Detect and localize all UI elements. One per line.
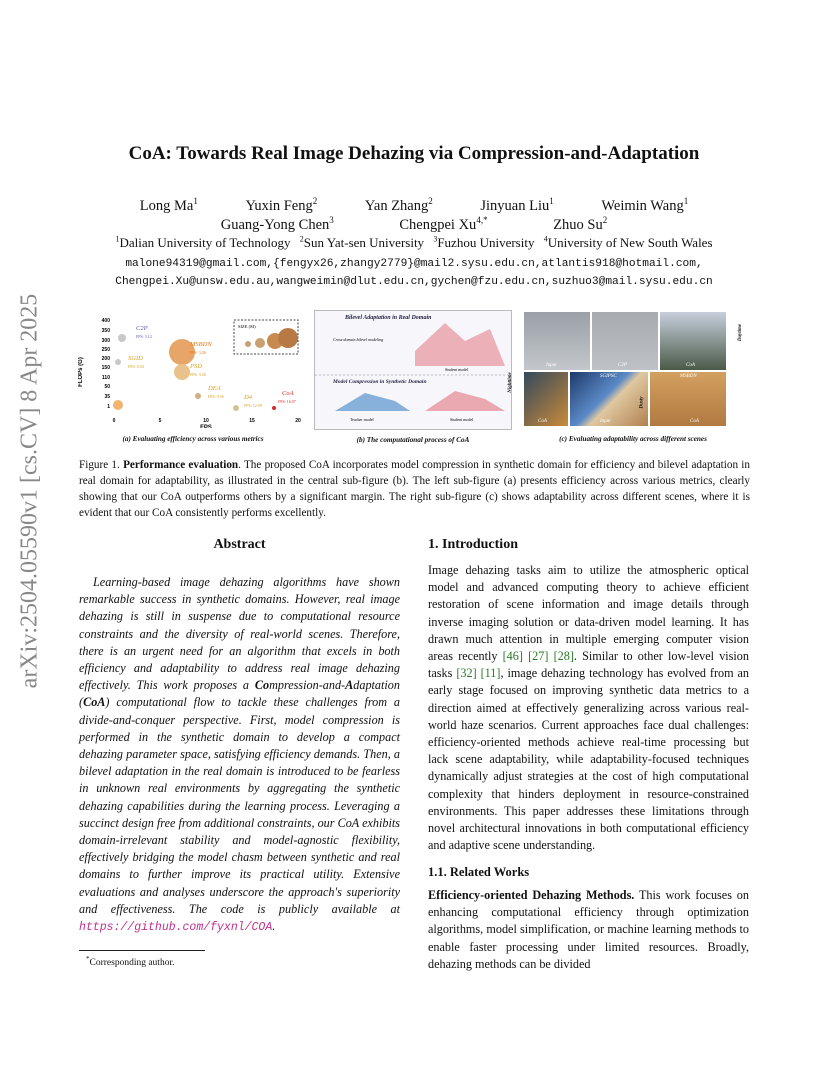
row-label-daytime: Daytime [738,323,744,342]
affiliation: $^3$Fuzhou University [433,235,535,251]
surface-top [415,323,505,366]
efficiency-bubble-chart [78,310,308,443]
y-tick: 200 [101,356,110,362]
label-coa: CoA [282,390,294,397]
sub-dea: FPS: 9.56 [208,394,224,399]
x-tick: 10 [203,418,209,424]
bubble-psd [174,364,190,380]
citation[interactable]: [32] [456,666,477,681]
y-tick: 35 [104,394,110,400]
affiliation: $^2$Sun Yat-sen University [299,235,425,251]
y-tick: 250 [101,347,110,353]
citation[interactable]: [11] [480,666,501,681]
author: Yuxin Feng$^2$ [245,196,318,214]
paper-title: CoA: Towards Real Image Dehazing via Compression-and-Adaptation [128,143,700,164]
footnote: *Corresponding author. [86,955,175,969]
subfigure-b-caption: (b) The computational process of CoA [356,436,470,444]
author: Zhuo Su$^2$ [553,215,608,233]
surface-bottom-right [425,391,505,411]
citation[interactable]: [46] [502,649,523,664]
intro-heading: 1. Introduction [428,537,518,552]
label-d4: D4 [244,394,252,401]
process-svg [315,311,511,429]
scene-day-coa: CoA [660,312,726,370]
author: Jinyuan Liu$^1$ [480,196,554,214]
label-sgid: SGID [128,355,143,362]
scene-day-c2p: C2P [592,312,658,370]
bubble-sgid [115,359,121,365]
abstract-body: Learning-based image dehazing algorithms have shown remarkable success in synthetic domains. However, real image dehazing is still in suspense due to computational resource constraints and the diversity of real-world scenes. Therefore, there is an urgent need for an algorithm that excels in both efficiency and adaptability to address real image dehazing effectively. This work proposes a Compression-and-Adaptation (CoA) computational flow to tackle these challenges from a divide-and-conquer perspective. First, model compression is performed in the synthetic domain to develop a compact dehazing parameter space, satisfying efficiency demands. Then, a bilevel adaptation in the real domain is introduced to be fearless in unknown real environments by aggregating the synthetic dehazing capabilities during the learning process. Leveraging a succinct design free from additional constraints, our CoA exhibits domain-irrelevant stability and model-agnostic flexibility, effectively bridging the model chasm between synthetic and real domains to further improve its practical utility. Extensive evaluations and analyses underscore the approach's superiority and effectiveness. The code is publicly available at https://github.com/fyxnl/COA. [79,575,400,935]
citation[interactable]: [27] [528,649,549,664]
y-tick: 50 [104,384,110,390]
authors-line-1 [0,196,828,215]
bottom-title: Model Compression in Synthetic Domain [333,379,427,385]
author: Chengpei $Xu^{4,*}$ [399,215,488,233]
emails-line-1: malone94319@gmail.com,{fengyx26,zhangy2779}@mail2.sysu.edu.cn,atlantis918@hotmail.com, [125,258,703,270]
x-tick: 20 [295,418,301,424]
arxiv-id: arXiv:2504.05590v1 [cs.CV] 8 Apr 2025 [16,293,43,689]
affiliation: $^4$University of New South Wales [543,235,713,251]
bubble-dea [195,393,201,399]
label-c2p: C2P [136,325,148,332]
x-tick: 5 [158,418,162,424]
student-bottom: Student model [450,417,474,422]
y-tick: 300 [101,338,110,344]
surface-bottom-left [335,393,410,411]
scenes-grid [507,310,748,443]
author: Yan Zhang$^2$ [364,196,433,214]
y-axis-label: FLOPs (G) [78,357,84,387]
size-bubble [278,328,298,348]
label-msbdn: MSBDN [190,341,212,348]
label-dea: DEA [208,385,221,392]
scene-night-coa: CoA [524,372,568,426]
related-works-paragraph: Efficiency-oriented Dehazing Methods. This work focuses on enhancing computational efficiency through optimization algorithms, model simplification, or machine learning methods to enable faster processing under limited resources. Broadly, dehazing methods can be divided [428,888,749,971]
x-tick: 15 [249,418,255,424]
row-label-dusty: Dusty [639,396,645,409]
y-tick: 350 [101,328,110,334]
y-tick: 1 [107,404,110,410]
bubble-d4 [233,405,239,411]
intro-paragraph: Image dehazing tasks aim to utilize the atmospheric optical model and advanced computing theory to achieve efficient restoration of scene information and image details through inverse imaging solution or data-driven model learning. It has drawn much attention in multiple emerging computer vision areas recently [46] [27] [28]. Similar to other low-level vision tasks [32] [11], image dehazing technology has evolved from an early stage focused on improving synthetic data metrics to a direction aimed at effectively generalizing across various real-world haze scenarios. Current approaches face dual challenges: efficiency-oriented methods achieve real-time processing but lack scene adaptability, while adaptability-focused techniques dynamically adjust strategies at the cost of high computational complexity that hinders deployment in resource-constrained environments. This paper addresses these limitations through novel architectural innovations in both computational efficiency and adaptive scene understanding. [428,563,750,853]
x-axis-label: FPS [200,425,212,428]
related-works-heading: 1.1. Related Works [428,865,530,879]
label-psd: PSD [190,363,202,370]
bubble-c2p [118,334,126,342]
bubble-coa [272,406,276,410]
y-tick: 400 [101,318,110,324]
sub-psd: FPS: 3.26 [190,372,206,377]
bubble-sgid-low [113,400,123,410]
figure-caption: Figure 1. Performance evaluation. The proposed CoA incorporates model compression in synthetic domain for efficiency and bilevel adaptation in real domain for adaptability, as illustrated in the central sub-figure (b). The left sub-figure (a) presents efficiency across various metrics, clearly showing that our CoA outperforms others by a significant margin. The right sub-figure (c) shows adaptability across different scenes, where it is evident that our CoA consistently performs excellently. [79,459,750,519]
scene-day-input: Input [524,312,590,370]
row-label-nighttime: Nighttime [507,372,513,393]
size-bubble [255,338,265,348]
y-tick: 150 [101,365,110,371]
subfigure-c-caption: (c) Evaluating adaptability across different scenes [559,435,707,443]
citation[interactable]: [28] [553,649,574,664]
bubble-chart-svg [78,310,308,428]
author: Weimin Wang$^1$ [601,196,689,214]
size-bubble [245,341,251,347]
subfigure-a-caption: (a) Evaluating efficiency across various metrics [122,435,264,443]
footnote-rule [79,950,205,951]
authors-line-2 [0,215,828,234]
process-diagram [314,310,512,444]
affiliation: $^1$Dalian University of Technology [115,235,291,251]
affiliations [0,235,828,251]
author: Guang-Yong Chen$^3$ [220,215,334,233]
arxiv-stamp [12,293,48,689]
top-title: Bilevel Adaptation in Real Domain [345,315,432,321]
student-top: Student model [445,367,469,372]
inset-label: SIZE (M) [238,324,256,329]
code-link[interactable]: https://github.com/fyxnl/COA [79,921,273,935]
abstract-heading: Abstract [213,537,266,552]
author: Long Ma$^1$ [139,196,198,214]
sub-sgid: FPS: 0.04 [128,364,144,369]
scene-night-input: SGIPSC Input [570,372,648,426]
emails-line-2: Chengpei.Xu@unsw.edu.au,wangweimin@dlut.edu.cn,gychen@fzu.edu.cn,suzhuo3@mail.sysu.edu.cn [115,276,713,288]
scene-dusty-coa: MSBDN CoA [650,372,726,426]
y-tick: 110 [101,375,110,381]
cross-label: Cross-domain bilevel modeling [333,337,384,342]
figure-1 [78,310,748,450]
sub-msbdn: FPS: 3.26 [190,350,206,355]
sub-d4: FPS: 12.99 [244,403,262,408]
x-tick: 0 [112,418,116,424]
sub-c2p: FPS: 3.12 [136,334,152,339]
teacher-label: Teacher model [350,417,374,422]
sub-coa: FPS: 16.07 [278,399,296,404]
